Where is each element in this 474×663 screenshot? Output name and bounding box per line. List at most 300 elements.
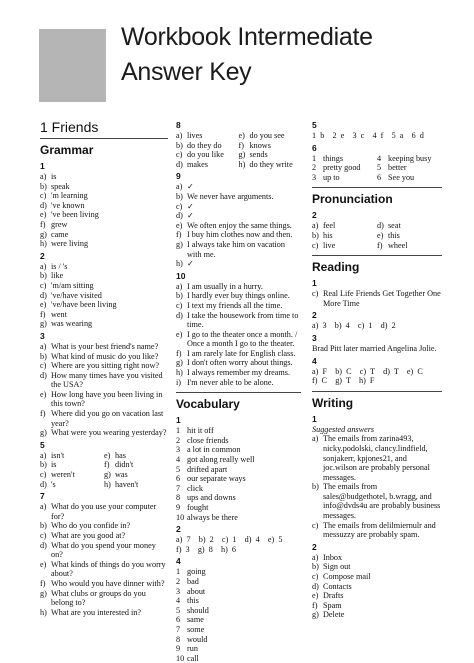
answer-text: What are you interested in?: [51, 607, 142, 617]
answer-item: [40, 201, 168, 211]
answer-label: b): [176, 291, 183, 301]
answer-text: keeping busy: [388, 153, 432, 163]
exercise-number: 6: [312, 142, 317, 153]
answer-label: 8: [176, 493, 181, 503]
answer-item: [176, 141, 239, 151]
answer-item: [176, 577, 301, 587]
grammar-ex10: [176, 271, 301, 388]
answer-label: d): [176, 159, 183, 169]
exercise-number: 5: [40, 439, 45, 450]
answer-label: g): [176, 239, 183, 249]
answer-label: e): [40, 300, 47, 310]
answer-label: f): [312, 600, 318, 610]
answer-item: [176, 259, 301, 269]
answer-label: 1: [312, 153, 317, 163]
answer-label: a): [40, 341, 47, 351]
grammar-ex2: [40, 251, 168, 329]
answer-item: [40, 220, 168, 230]
answer-item: [176, 202, 301, 212]
writing-ex2: [312, 542, 442, 620]
answer-pair-row: [312, 154, 442, 164]
answer-text: What are you good at?: [51, 531, 126, 540]
answer-label: h): [176, 368, 183, 378]
answer-text: We often enjoy the same things.: [187, 220, 292, 230]
answer-pair-row: [40, 480, 168, 490]
answer-item: [40, 172, 168, 182]
answer-text: lives: [187, 131, 203, 140]
answer-label: b): [40, 460, 47, 470]
exercise-number: 2: [312, 210, 317, 221]
answer-label: a): [40, 172, 47, 181]
answer-label: 2: [176, 576, 181, 586]
answer-item: [176, 301, 301, 311]
answer-item: [40, 579, 168, 589]
answer-pair-row: [176, 160, 301, 170]
answer-text: I don't often worry about things.: [187, 358, 293, 368]
answer-text: We never have arguments.: [187, 191, 274, 201]
answer-item: [176, 455, 301, 465]
answer-item: [377, 221, 442, 231]
answer-label: a): [40, 261, 47, 271]
vocabulary-ex4: [176, 556, 301, 663]
answer-line: 1 b 2 e 3 c 4 f 5 a 6 d: [312, 131, 424, 140]
answer-text: got along really well: [187, 455, 255, 465]
answer-item: [40, 480, 104, 490]
answer-label: g): [176, 358, 183, 368]
answer-label: b): [40, 271, 47, 281]
answer-text: going: [187, 567, 206, 577]
answer-text: 've/have been living: [51, 300, 117, 310]
answer-text: didn't: [115, 460, 134, 470]
exercise-number: 2: [312, 541, 317, 552]
answer-label: 2: [312, 163, 317, 173]
answer-label: a): [312, 221, 319, 231]
answer-label: e): [377, 230, 384, 240]
answer-text: What is your best friend's name?: [51, 341, 159, 351]
answer-item: [312, 610, 442, 620]
answer-label: 3: [176, 445, 181, 455]
answer-text: makes: [187, 159, 208, 169]
answer-text: always be there: [187, 512, 238, 522]
grammar-ex9: [176, 171, 301, 268]
answer-text: fought: [187, 503, 209, 512]
answer-item: [176, 426, 301, 436]
answer-text: better: [388, 163, 407, 173]
answer-item: [176, 358, 301, 368]
answer-item: [40, 342, 168, 352]
answer-label: c): [312, 289, 319, 299]
reading-ex1: [312, 278, 442, 308]
answer-item: [312, 572, 442, 582]
answer-text: Compose mail: [323, 572, 371, 582]
answer-label: d): [377, 221, 384, 231]
answer-text: The emails from delilmiernulr and messuzzy are probably spam.: [323, 520, 436, 540]
answer-item: [176, 150, 239, 160]
answer-text: Drafts: [323, 591, 344, 601]
answer-item: [176, 182, 301, 192]
answer-item: [312, 601, 442, 611]
answer-line: Brad Pitt later married Angelina Jolie.: [312, 343, 437, 353]
answer-item: [176, 615, 301, 625]
answer-item: [40, 502, 168, 521]
answer-item: [312, 521, 442, 540]
answer-text: things: [323, 153, 344, 163]
answer-item: [176, 503, 301, 513]
answer-label: f): [40, 219, 46, 229]
answer-text: haven't: [115, 479, 139, 489]
answer-text: What kind of music do you like?: [51, 351, 159, 361]
exercise-number: 3: [312, 332, 317, 343]
answer-label: 4: [176, 455, 181, 465]
answer-item: [176, 436, 301, 446]
answer-text: Real Life Friends Get Together One More Time: [323, 289, 441, 308]
answer-text: I hardly ever buy things online.: [187, 291, 290, 301]
answer-item: [40, 230, 168, 240]
answer-item: [312, 562, 442, 572]
answer-text: call: [187, 653, 199, 663]
answer-text: Spam: [323, 600, 342, 610]
answer-item: [104, 480, 168, 490]
answer-text: isn't: [51, 450, 65, 460]
answer-text: has: [115, 450, 126, 460]
answer-label: 9: [176, 644, 181, 654]
grammar-ex1: [40, 161, 168, 249]
answer-text: bad: [187, 576, 199, 586]
answer-text: about: [187, 586, 206, 596]
suggested-answers-label: Suggested answers: [312, 424, 375, 434]
answer-text: I always remember my dreams.: [187, 368, 290, 378]
title-line-2: Answer Key: [121, 58, 252, 86]
answer-label: e): [238, 131, 245, 140]
answer-text: this: [388, 230, 400, 240]
answer-item: [40, 182, 168, 192]
answer-item: [312, 231, 377, 241]
exercise-number: 5: [312, 120, 317, 130]
answer-label: d): [40, 540, 47, 550]
answer-item: [239, 131, 302, 141]
answer-item: [40, 319, 168, 329]
answer-text: What kinds of things do you worry about?: [51, 559, 166, 579]
answer-item: [40, 451, 104, 461]
answer-label: c): [312, 520, 319, 530]
answer-item: [40, 361, 168, 371]
header-gray-block: [39, 29, 106, 102]
answer-label: g): [312, 610, 319, 620]
answer-label: c): [40, 470, 47, 480]
answer-item: [40, 239, 168, 249]
answer-text: 've known: [51, 200, 85, 210]
answer-label: e): [40, 559, 47, 569]
answer-item: [176, 625, 301, 635]
answer-label: b): [312, 230, 319, 240]
answer-text: What were you wearing yesterday?: [51, 428, 167, 438]
answer-text: What do you spend your money on?: [51, 540, 156, 560]
answer-label: 9: [176, 503, 181, 512]
answer-text: What clubs or groups do you belong to?: [51, 588, 146, 608]
answer-label: a): [312, 552, 319, 562]
answer-item: [40, 352, 168, 362]
answer-label: 3: [176, 586, 181, 596]
answer-text: some: [187, 624, 205, 634]
answer-label: 6: [176, 615, 181, 625]
answer-text: hit it off: [187, 426, 214, 436]
answer-label: f): [176, 230, 182, 240]
answer-line: a) 7 b) 2 c) 1 d) 4 e) 5: [176, 535, 283, 545]
answer-item: [176, 349, 301, 359]
answer-text: do they write: [249, 159, 293, 169]
answer-text: run: [187, 644, 198, 654]
answer-label: h): [176, 259, 183, 269]
answer-label: c): [40, 531, 47, 540]
answer-item: [40, 300, 168, 310]
answer-item: [40, 291, 168, 301]
answer-item: [239, 160, 302, 170]
answer-text: I'm never able to be alone.: [187, 377, 274, 387]
grammar-ex3: [40, 331, 168, 438]
answer-text: do you see: [249, 131, 285, 140]
exercise-number: 1: [312, 413, 317, 424]
answer-text: How many times have you visited the USA?: [51, 370, 163, 390]
answer-label: f): [40, 409, 46, 419]
answer-item: [40, 560, 168, 579]
answer-text: 's: [51, 479, 56, 489]
answer-text: do you like: [187, 150, 224, 160]
answer-label: c): [176, 300, 183, 310]
answer-text: How long have you been living in this town?: [51, 389, 163, 409]
answer-text: was wearing: [51, 319, 93, 329]
answer-text: do they do: [187, 140, 222, 150]
answer-item: [176, 445, 301, 455]
answer-label: 4: [377, 153, 382, 163]
answer-text: Who do you confide in?: [51, 521, 131, 531]
answer-item: [176, 291, 301, 301]
answer-item: [40, 541, 168, 560]
answer-text: like: [51, 271, 64, 281]
answer-item: [40, 521, 168, 531]
answer-label: 7: [176, 624, 181, 634]
vocabulary-ex6: [312, 143, 442, 183]
reading-ex2: [312, 310, 442, 331]
exercise-number: 10: [176, 270, 186, 281]
exercise-number: 1: [40, 161, 45, 171]
writing-heading: Writing: [312, 391, 442, 411]
grammar-ex7: [40, 491, 168, 617]
answer-item: [40, 210, 168, 220]
answer-label: 3: [312, 172, 317, 182]
exercise-number: 2: [40, 250, 45, 261]
answer-item: [377, 154, 442, 164]
answer-item: [176, 160, 239, 170]
answer-text: 've/have visited: [51, 290, 102, 300]
answer-text: was: [115, 470, 128, 480]
answer-item: [176, 465, 301, 475]
answer-text: speak: [51, 181, 70, 191]
answer-item: [40, 428, 168, 438]
answer-text: I am rarely late for English class.: [187, 348, 296, 358]
answer-label: f): [238, 140, 244, 150]
answer-text: What do you use your computer for?: [51, 502, 157, 521]
answer-label: h): [238, 159, 246, 169]
answer-label: e): [104, 450, 111, 460]
answer-text: I go to the theater once a month. / Once a month I go to the theater.: [187, 329, 298, 349]
answer-item: [176, 484, 301, 494]
writing-ex1: [312, 414, 442, 540]
answer-text: same: [187, 615, 204, 625]
answer-text: I text my friends all the time.: [187, 300, 283, 310]
answer-label: 10: [176, 653, 185, 663]
answer-text: live: [323, 240, 336, 250]
answer-text: sends: [249, 150, 268, 160]
answer-label: g): [238, 150, 246, 160]
answer-item: [40, 409, 168, 428]
answer-label: c): [40, 280, 47, 290]
answer-label: d): [176, 310, 183, 320]
answer-text: Sign out: [323, 562, 351, 572]
answer-line: f) C g) T h) F: [312, 376, 375, 386]
answer-label: b): [40, 351, 47, 361]
answer-item: [312, 591, 442, 601]
answer-label: 5: [176, 464, 181, 474]
exercise-number: 3: [40, 330, 45, 341]
answer-label: d): [40, 370, 47, 380]
answer-text: I buy him clothes now and then.: [187, 230, 293, 240]
answer-item: [176, 211, 301, 221]
answer-text: I take the housework from time to time.: [187, 310, 299, 330]
answer-label: d): [40, 290, 47, 300]
answer-item: [312, 154, 377, 164]
answer-item: [104, 451, 168, 461]
answer-item: [40, 262, 168, 272]
answer-text: click: [187, 483, 203, 493]
answer-label: d): [312, 581, 319, 591]
answer-item: [176, 378, 301, 388]
answer-text: The emails from zarina493, nicky.podolski, clancy.lindfield, sonjakerr, kpjones21, and joc.wilson are probably personal messages.: [323, 434, 430, 482]
answer-label: a): [176, 131, 183, 140]
answer-text: ups and downs: [187, 493, 236, 503]
answer-text: Who would you have dinner with?: [51, 578, 165, 588]
answer-label: 6: [176, 474, 181, 484]
page-title: [121, 20, 373, 90]
answer-label: f): [40, 309, 46, 319]
answer-item: [176, 654, 301, 663]
column-3: [312, 118, 442, 620]
answer-label: d): [40, 479, 47, 489]
answer-text: our separate ways: [187, 474, 246, 484]
answer-item: [176, 644, 301, 654]
answer-label: d): [176, 211, 183, 221]
answer-label: b): [40, 521, 47, 531]
answer-item: [176, 192, 301, 202]
reading-ex4: [312, 356, 442, 386]
answer-text: grew: [51, 219, 68, 229]
answer-text: See you: [388, 172, 415, 182]
exercise-number: 4: [176, 556, 181, 567]
answer-text: Where are you sitting right now?: [51, 361, 159, 371]
exercise-number: 1: [312, 278, 317, 289]
answer-text: went: [51, 309, 67, 319]
answer-item: [312, 241, 377, 251]
answer-label: f): [377, 240, 383, 250]
answer-text: ✓: [187, 201, 194, 211]
answer-pair-row: [176, 141, 301, 151]
exercise-number: 7: [40, 491, 45, 502]
vocabulary-ex5: [312, 120, 442, 141]
answer-item: [40, 531, 168, 541]
answer-label: e): [176, 329, 183, 339]
answer-label: g): [40, 428, 47, 438]
answer-item: [312, 553, 442, 563]
answer-label: b): [312, 562, 319, 572]
answer-text: should: [187, 605, 209, 615]
answer-text: ✓: [187, 259, 194, 269]
answer-pair-row: [312, 221, 442, 231]
answer-item: [377, 163, 442, 173]
answer-pair-row: [40, 470, 168, 480]
column-2: [176, 118, 301, 663]
answer-text: ✓: [187, 182, 194, 192]
answer-label: h): [104, 479, 111, 489]
answer-item: [239, 150, 302, 160]
answer-item: [312, 582, 442, 592]
answer-pair-row: [312, 163, 442, 173]
answer-label: 1: [176, 426, 181, 436]
exercise-number: 2: [312, 310, 317, 321]
answer-label: g): [40, 319, 47, 329]
answer-item: [377, 231, 442, 241]
answer-text: Delete: [323, 610, 345, 620]
answer-item: [40, 589, 168, 608]
answer-item: [176, 587, 301, 597]
exercise-number: 8: [176, 120, 181, 130]
answer-label: b): [312, 482, 319, 492]
answer-text: drifted apart: [187, 464, 228, 474]
answer-label: 5: [176, 605, 181, 615]
answer-label: c): [312, 240, 319, 250]
answer-label: c): [312, 572, 319, 582]
answer-item: [40, 191, 168, 201]
answer-pair-row: [176, 150, 301, 160]
pronunciation-ex2: [312, 210, 442, 250]
answer-label: a): [176, 182, 183, 192]
answer-text: a lot in common: [187, 445, 241, 455]
answer-label: a): [312, 434, 319, 444]
answer-label: c): [40, 191, 47, 201]
pronunciation-heading: Pronunciation: [312, 187, 442, 207]
answer-label: 1: [176, 567, 181, 577]
answer-text: knows: [249, 140, 271, 150]
answer-label: i): [176, 377, 182, 387]
answer-item: [312, 221, 377, 231]
answer-pair-row: [312, 173, 442, 183]
answer-pair-row: [312, 231, 442, 241]
answer-text: came: [51, 229, 69, 239]
answer-label: 6: [377, 172, 382, 182]
answer-label: h): [40, 607, 47, 617]
answer-text: pretty good: [323, 163, 361, 173]
answer-text: 'm/am sitting: [51, 280, 94, 290]
answer-text: is: [51, 172, 57, 181]
answer-item: [176, 282, 301, 292]
answer-text: is: [51, 460, 57, 470]
answer-item: [40, 281, 168, 291]
answer-item: [176, 230, 301, 240]
answer-item: [176, 635, 301, 645]
answer-item: [40, 271, 168, 281]
answer-label: f): [104, 460, 110, 470]
answer-item: [312, 173, 377, 183]
answer-text: 'm learning: [51, 191, 88, 201]
answer-pair-row: [40, 460, 168, 470]
